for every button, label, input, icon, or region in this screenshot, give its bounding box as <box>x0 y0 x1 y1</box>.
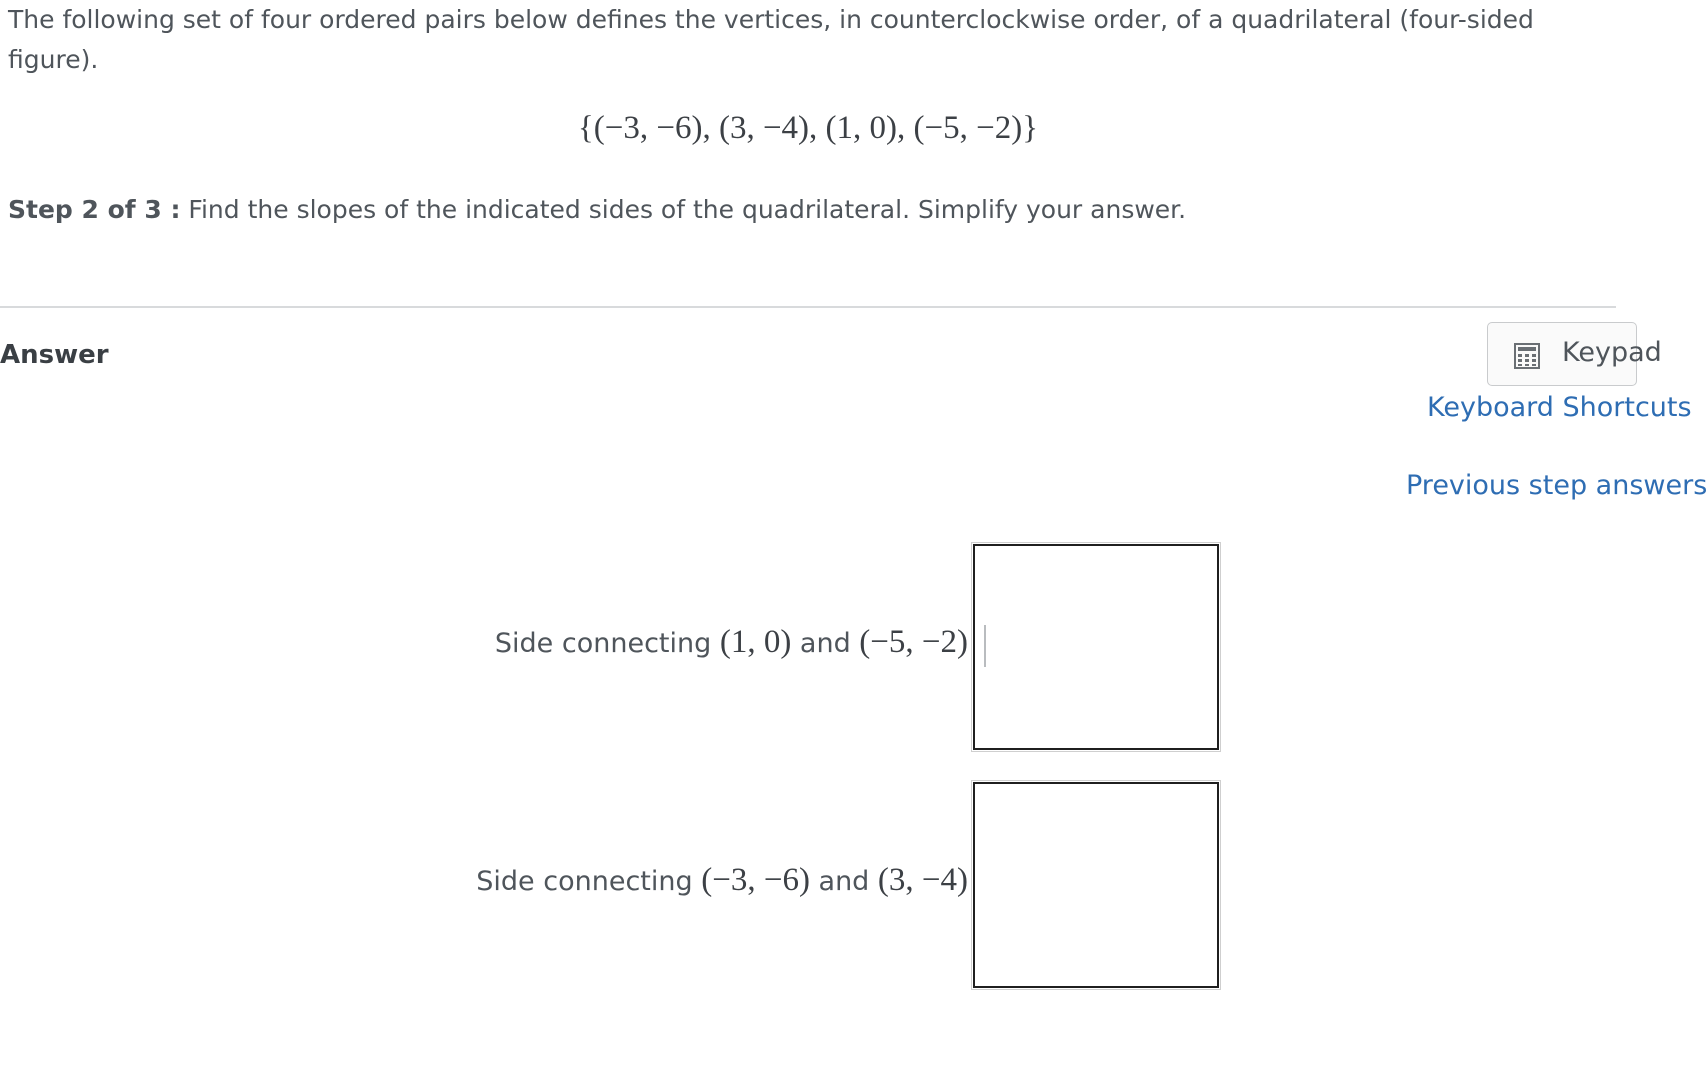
side-2-slope-input[interactable] <box>973 782 1219 988</box>
side-2-connector: and <box>809 866 878 897</box>
side-1-point-b: (−5, −2) <box>859 624 968 660</box>
side-2-point-a: (−3, −6) <box>701 862 810 898</box>
side-2-prefix: Side connecting <box>476 866 702 897</box>
side-2-label <box>476 862 968 899</box>
side-1-point-a: (1, 0) <box>719 624 792 660</box>
text-cursor <box>984 625 986 667</box>
side-1-slope-input[interactable] <box>973 544 1219 750</box>
calculator-icon <box>1514 343 1540 369</box>
side-2-point-b: (3, −4) <box>877 862 968 898</box>
vertex-set: {(−3, −6), (3, −4), (1, 0), (−5, −2)} <box>577 110 1039 146</box>
side-1-connector: and <box>791 628 860 659</box>
keyboard-shortcuts-link[interactable]: Keyboard Shortcuts <box>1427 392 1692 423</box>
section-divider <box>0 306 1616 308</box>
side-1-prefix: Side connecting <box>494 628 720 659</box>
step-label: Step 2 of 3 : <box>8 195 181 224</box>
answer-heading: Answer <box>0 340 109 370</box>
problem-intro: The following set of four ordered pairs below defines the vertices, in counterclockwise order, of a quadrilateral (four-sided figure). <box>8 5 1534 74</box>
keypad-button[interactable] <box>1487 322 1662 386</box>
step-instruction <box>8 195 1186 224</box>
side-1-label <box>495 624 968 661</box>
previous-step-answers-link[interactable]: Previous step answers <box>1406 470 1707 501</box>
step-text: Find the slopes of the indicated sides of the quadrilateral. Simplify your answer. <box>188 195 1187 224</box>
keypad-label: Keypad <box>1562 337 1662 368</box>
